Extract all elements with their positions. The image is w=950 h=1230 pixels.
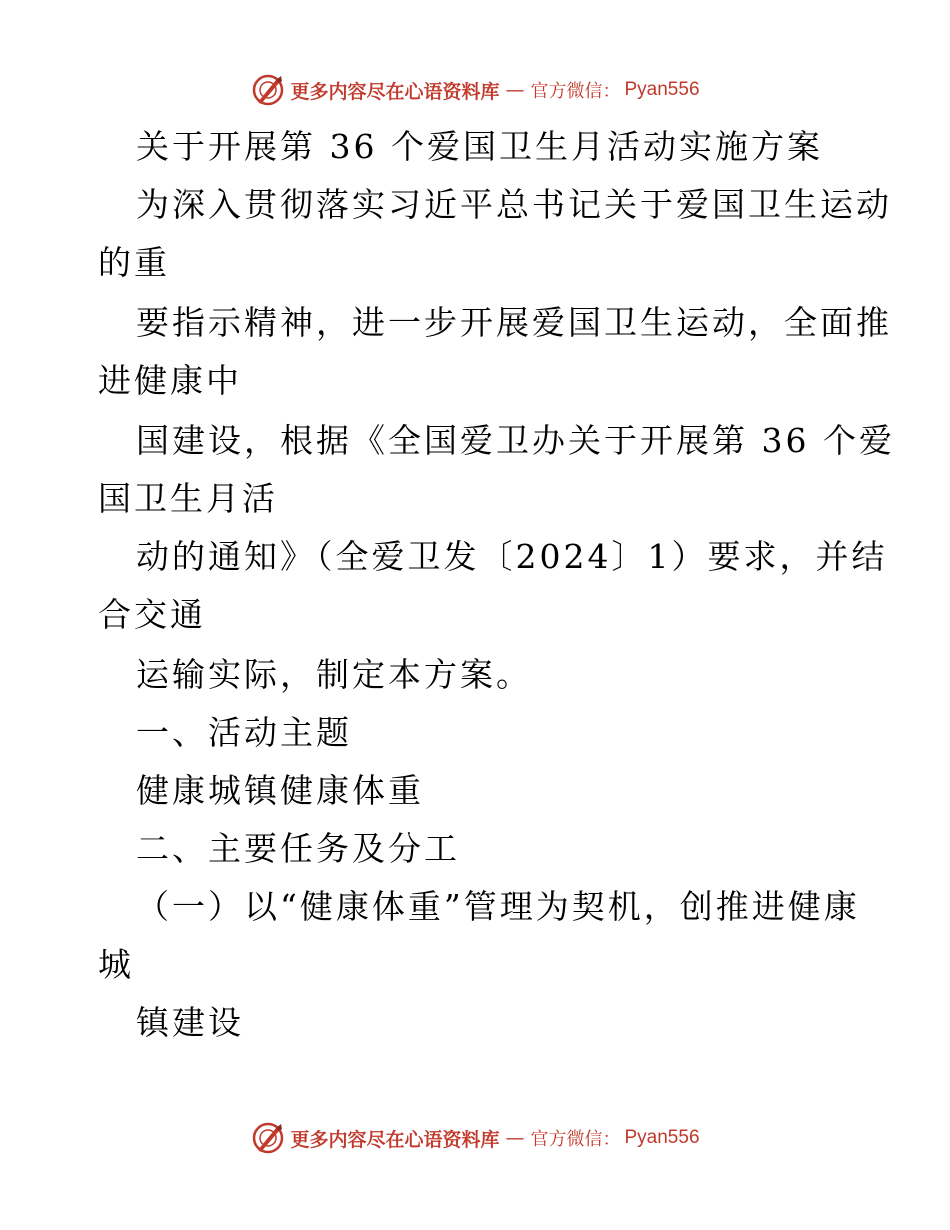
banner-contact-id: Pyan556 [624, 1127, 700, 1148]
subsection-heading: （一）以“健康体重”管理为契机，创推进健康 [136, 887, 860, 926]
section-heading: 二、主要任务及分工 [136, 829, 460, 868]
paragraph-line: 合交通 [98, 595, 206, 634]
banner-contact-label: 官方微信： [530, 81, 621, 102]
quill-pen-logo-icon [250, 72, 286, 108]
paragraph-line: 的重 [98, 243, 170, 282]
paragraph-line: 进健康中 [98, 361, 242, 400]
subsection-heading: 镇建设 [136, 1003, 244, 1042]
banner-main-text: 更多内容尽在心语资料库 [290, 1128, 500, 1151]
paragraph-line: 动的通知》（全爱卫发〔2024〕1）要求，并结 [136, 537, 888, 576]
paragraph-line: 国卫生月活 [98, 479, 278, 518]
banner-separator: — [505, 1127, 525, 1149]
footer-watermark-banner [0, 1118, 950, 1158]
paragraph-line: 要指示精神，进一步开展爱国卫生运动，全面推 [136, 303, 892, 342]
paragraph-line: 为深入贯彻落实习近平总书记关于爱国卫生运动 [136, 185, 892, 224]
section-heading: 一、活动主题 [136, 713, 352, 752]
document-title: 关于开展第 36 个爱国卫生月活动实施方案 [136, 127, 823, 166]
banner-separator: — [505, 79, 525, 101]
theme-line: 健康城镇健康体重 [136, 771, 424, 810]
header-watermark-banner [0, 70, 950, 110]
banner-contact-id: Pyan556 [624, 79, 700, 100]
subsection-heading: 城 [98, 945, 134, 984]
quill-pen-logo-icon [250, 1120, 286, 1156]
paragraph-line: 运输实际，制定本方案。 [136, 655, 532, 694]
banner-contact-label: 官方微信： [530, 1129, 621, 1150]
paragraph-line: 国建设，根据《全国爱卫办关于开展第 36 个爱 [136, 421, 895, 460]
banner-main-text: 更多内容尽在心语资料库 [290, 80, 500, 103]
